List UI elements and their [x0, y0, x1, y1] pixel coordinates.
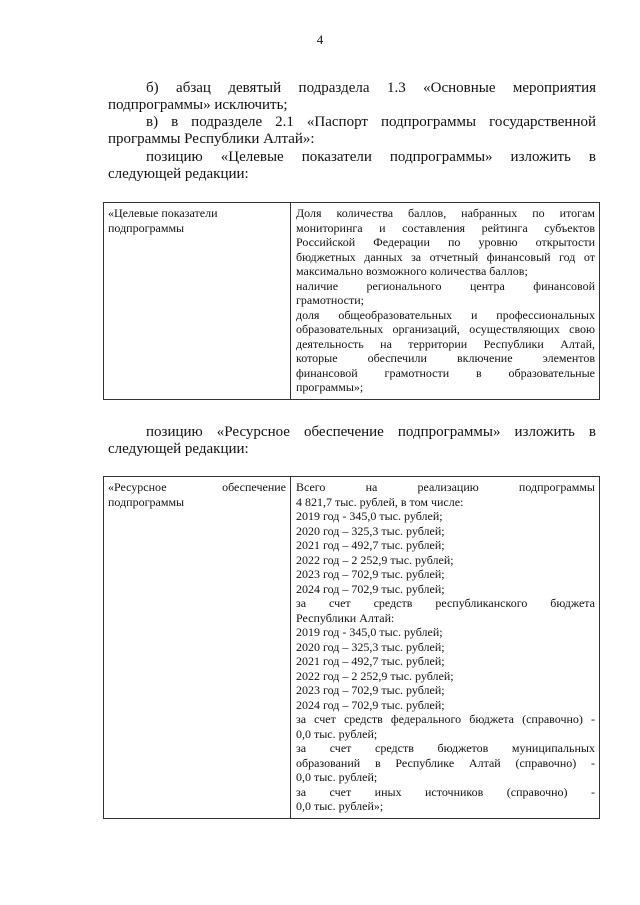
resources-label-line-2: подпрограммы [108, 494, 185, 509]
paragraph-position-targets-line-2: следующей редакции: [108, 166, 249, 182]
resources-line: 2020 год – 325,3 тыс. рублей; [296, 639, 445, 654]
resources-line: образований в Республике Алтай (справочно) - [296, 755, 595, 770]
resources-line: 0,0 тыс. рублей; [296, 770, 378, 784]
resources-line: 2019 год - 345,0 тыс. рублей; [296, 509, 443, 523]
paragraph-position-resources-line-2: следующей редакции: [108, 441, 249, 457]
targets-line: бюджетных данных за отчетный финансовый год от [296, 249, 595, 264]
paragraph-v-line-2: программы Республики Алтай»: [108, 131, 315, 147]
resources-line: 2024 год – 702,9 тыс. рублей; [296, 581, 445, 596]
resources-line: за счет средств федерального бюджета (справочно) - [296, 712, 595, 726]
paragraph-b-line-1: б) абзац девятый подраздела 1.3 «Основные мероприятия [146, 80, 596, 96]
resources-line: 2022 год – 2 252,9 тыс. рублей; [296, 552, 454, 567]
resources-label-cell [104, 477, 291, 819]
targets-line: которые обеспечили включение элементов [296, 351, 595, 365]
resources-line: 4 821,7 тыс. рублей, в том числе: [296, 494, 464, 509]
targets-line: программы»; [296, 380, 364, 394]
resources-line: 2022 год – 2 252,9 тыс. рублей; [296, 668, 454, 683]
targets-label-line-1: «Целевые показатели [108, 206, 218, 220]
resources-line: Республики Алтай: [296, 610, 395, 625]
resources-label-line-1: «Ресурсное обеспечение [108, 480, 286, 494]
targets-line: максимально возможного количества баллов; [296, 264, 528, 278]
resources-line: 2023 год – 702,9 тыс. рублей; [296, 567, 445, 581]
paragraph-b [108, 80, 596, 114]
targets-label-cell [104, 203, 291, 400]
paragraph-v [108, 114, 596, 148]
resources-line: 2021 год – 492,7 тыс. рублей; [296, 538, 445, 552]
targets-line: грамотности; [296, 293, 364, 307]
paragraph-b-line-2: подпрограммы» исключить; [108, 97, 288, 113]
targets-line: образовательных организаций, осуществляющих свою [296, 322, 595, 336]
resources-line: 0,0 тыс. рублей»; [296, 799, 384, 813]
resources-line: за счет иных источников (справочно) - [296, 784, 595, 799]
resources-line: 0,0 тыс. рублей; [296, 726, 378, 741]
resources-content-cell [291, 477, 600, 819]
resources-line: 2023 год – 702,9 тыс. рублей; [296, 683, 445, 697]
resources-line: 2021 год – 492,7 тыс. рублей; [296, 654, 445, 668]
targets-table-row [104, 203, 600, 400]
targets-line: мониторинга и составления рейтинга субъектов [296, 220, 595, 235]
targets-line: Доля количества баллов, набранных по итогам [296, 206, 595, 220]
resources-line: Всего на реализацию подпрограммы [296, 480, 595, 494]
targets-line: финансовой грамотности в образовательные [296, 365, 595, 380]
targets-line: доля общеобразовательных и профессиональных [296, 307, 595, 322]
resources-line: 2024 год – 702,9 тыс. рублей; [296, 697, 445, 712]
paragraph-position-targets-line-1: позицию «Целевые показатели подпрограммы» изложить в [146, 149, 596, 165]
paragraph-position-targets [108, 149, 596, 183]
paragraph-position-resources [108, 424, 596, 458]
paragraph-v-line-1: в) в подразделе 2.1 «Паспорт подпрограммы государственной [146, 114, 596, 130]
targets-line: Российской Федерации по уровню открытости [296, 235, 595, 249]
targets-label-line-2: подпрограммы [108, 220, 185, 235]
resources-line: 2019 год - 345,0 тыс. рублей; [296, 625, 443, 639]
resources-table-row [104, 477, 600, 819]
targets-table [103, 202, 600, 400]
resources-table [103, 476, 600, 819]
targets-line: деятельность на территории Республики Алтай, [296, 336, 595, 351]
paragraph-position-resources-line-1: позицию «Ресурсное обеспечение подпрограммы» изложить в [146, 424, 596, 440]
resources-line: за счет средств республиканского бюджета [296, 596, 595, 610]
resources-line: 2020 год – 325,3 тыс. рублей; [296, 523, 445, 538]
targets-line: наличие регионального центра финансовой [296, 278, 595, 293]
targets-content-cell [291, 203, 600, 400]
resources-line: за счет средств бюджетов муниципальных [296, 741, 595, 755]
page-number: 4 [316, 32, 324, 47]
